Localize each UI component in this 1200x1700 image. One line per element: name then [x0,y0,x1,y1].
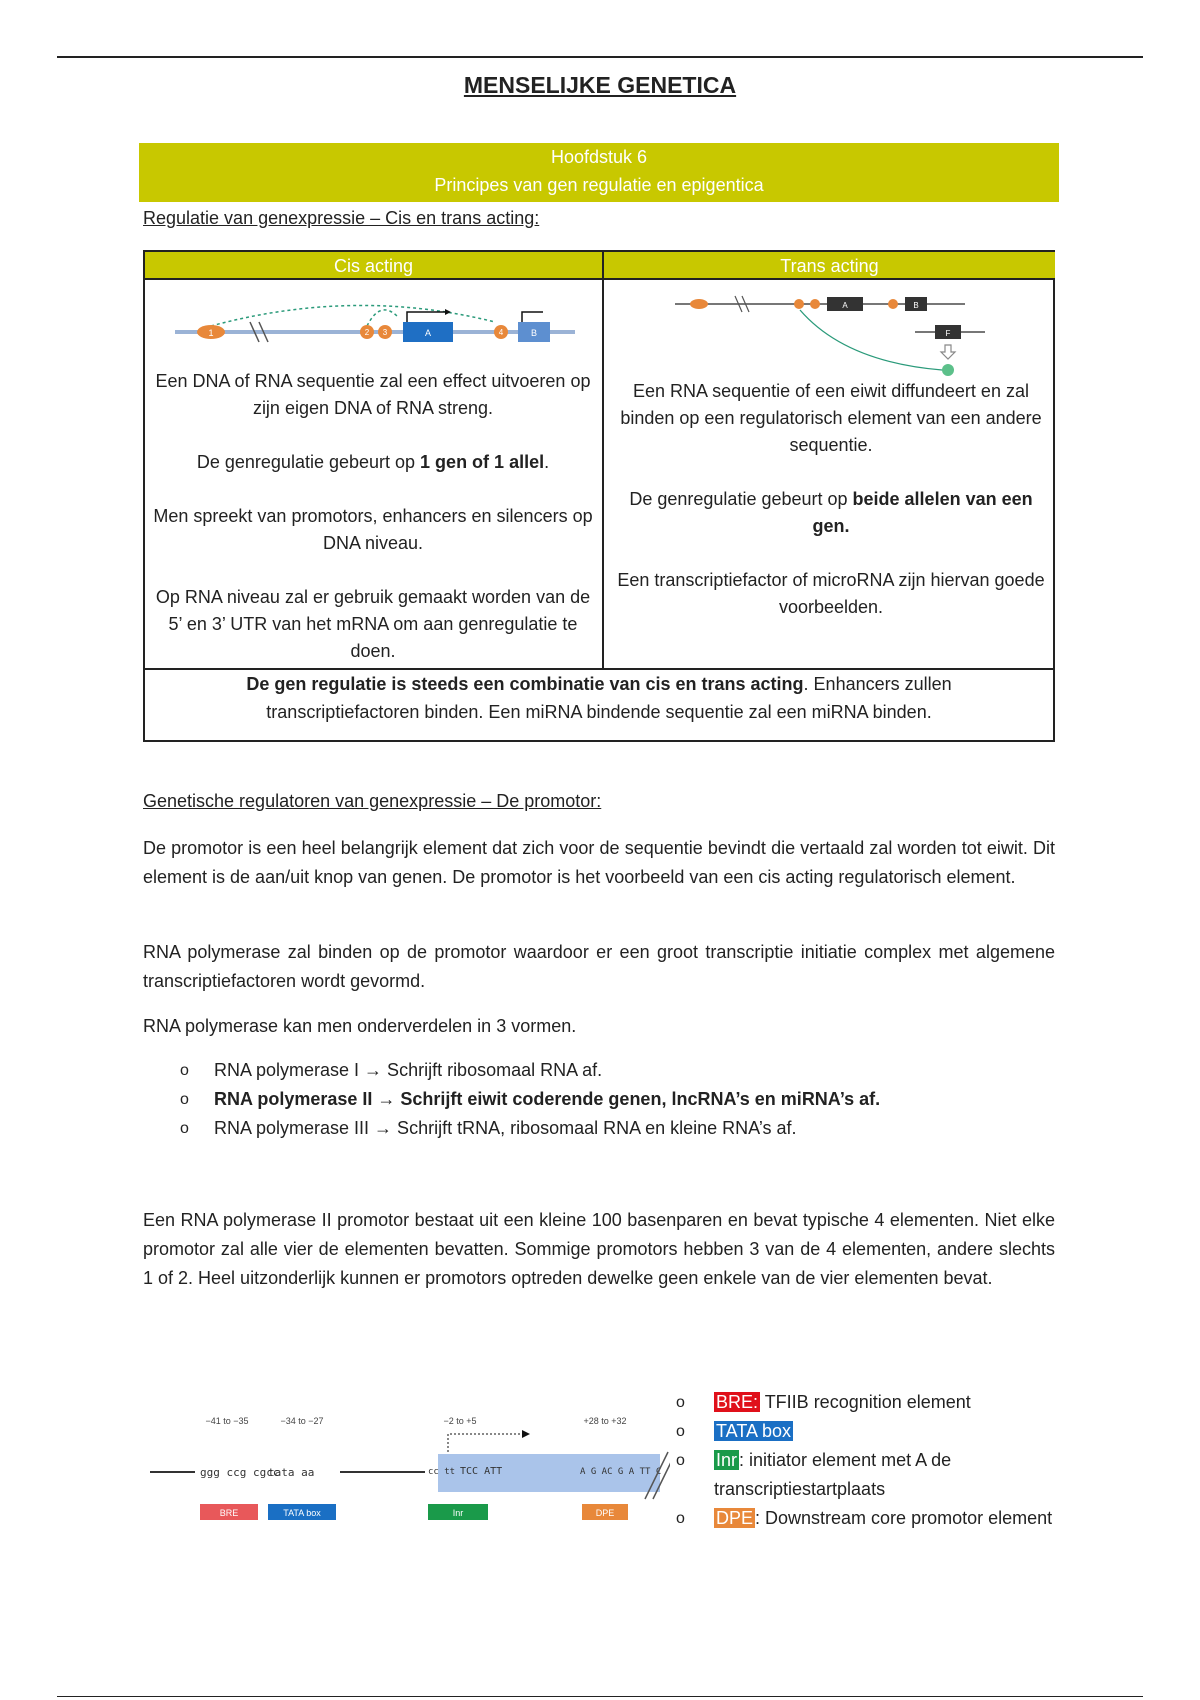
polymerase-list [180,1056,880,1143]
trans-header: Trans acting [604,252,1055,280]
legend-item-tata: o TATA box [676,1421,792,1441]
svg-text:A G AC G A TT C: A G AC G A TT C [580,1467,662,1477]
trans-paragraph-1: Een RNA sequentie of een eiwit diffundeert en zal binden op een regulatorisch element van een andere sequentie. [620,381,1042,455]
position-label: −41 to −35 [205,1416,249,1426]
trans-text [611,378,1051,621]
trans-factor [942,364,954,376]
svg-text:Inr: Inr [452,1508,464,1518]
cis-label-4: 4 [498,328,504,337]
trans-acting-diagram [665,282,995,382]
table-divider-vertical [602,252,604,668]
svg-text:B: B [913,301,919,310]
bottom-rule [57,1696,1143,1697]
cis-label-3: 3 [382,328,388,337]
svg-text:F: F [945,329,951,338]
cis-label-a: A [424,328,432,338]
table-footer: De gen regulatie is steeds een combinatie van cis en trans acting. Enhancers zullen transcriptiefactoren binden. Een miRNA bindende sequentie zal een miRNA binden. [246,674,952,722]
svg-text:cc tt: cc tt [428,1467,456,1477]
svg-text:TATA box: TATA box [283,1508,321,1518]
position-label: −34 to −27 [280,1416,324,1426]
cis-text [153,368,593,665]
cis-label-2: 2 [364,328,370,337]
trans-paragraph-2: De genregulatie gebeurt op beide allelen van een gen. [629,489,1033,536]
section-heading-promotor: Genetische regulatoren van genexpressie – De promotor: [143,791,602,811]
legend-item-dpe: o DPE : Downstream core promotor element [676,1508,1053,1528]
svg-text:A: A [842,301,848,310]
cis-paragraph-4: Op RNA niveau zal er gebruik gemaakt worden van de 5’ en 3’ UTR van het mRNA om aan genregulatie te doen. [155,587,591,661]
legend-item-inr: o Inr : initiator element met A de transcriptiestartplaats [676,1450,952,1499]
section-heading-cis-trans: Regulatie van genexpressie – Cis en trans acting: [143,208,540,228]
list-item: o RNA polymerase I → Schrijft ribosomaal RNA af. [180,1060,603,1080]
top-rule [57,56,1143,58]
core-promoter-figure [150,1404,670,1524]
cis-header: Cis acting [145,252,602,280]
svg-text:BRE: BRE [219,1508,239,1518]
trans-element-1 [690,299,708,309]
paragraph-promotor-elements: Een RNA polymerase II promotor bestaat uit een kleine 100 basenparen en bevat typische 4 elementen. Niet elke promotor zal alle vier de elementen bevatten. Sommige promotors hebben 3 van de 4 elementen, andere slechts 1 of 2. Heel uitzonderlijk kunnen er promotors optreden dewelke geen enkele van de vier elementen bevat. [143,1210,1055,1288]
trans-paragraph-3: Een transcriptiefactor of microRNA zijn hiervan goede voorbeelden. [617,570,1045,617]
svg-text:TCC ATT: TCC ATT [460,1466,503,1477]
chapter-number: Hoofdstuk 6 [550,147,648,167]
cis-paragraph-3: Men spreekt van promotors, enhancers en silencers op DNA niveau. [153,506,593,553]
chapter-title: Principes van gen regulatie en epigentica [434,175,764,195]
promoter-legend [676,1388,1076,1533]
svg-text:ggg ccg cgcc: ggg ccg cgcc [200,1466,280,1479]
list-item: o RNA polymerase II → Schrijft eiwit coderende genen, lncRNA’s en miRNA’s af. [180,1089,881,1109]
list-item: o RNA polymerase III → Schrijft tRNA, ribosomaal RNA en kleine RNA’s af. [180,1118,797,1138]
paragraph-polymerase-forms: RNA polymerase kan men onderverdelen in 3 vormen. [143,1016,577,1036]
cis-paragraph-1: Een DNA of RNA sequentie zal een effect uitvoeren op zijn eigen DNA of RNA streng. [155,371,591,418]
chapter-banner [139,143,1059,202]
cis-paragraph-2: De genregulatie gebeurt op 1 gen of 1 allel. [196,452,550,472]
page-title: MENSELIJKE GENETICA [463,72,737,98]
paragraph-promotor-intro: De promotor is een heel belangrijk element dat zich voor de sequentie bevindt die vertaald zal worden tot eiwit. Dit element is de aan/uit knop van genen. De promotor is het voorbeeld van een cis acting regulatorisch element. [143,838,1055,887]
cis-trans-table [143,250,1055,742]
paragraph-rna-polymerase: RNA polymerase zal binden op de promotor waardoor er een groot transcriptie initiatie complex met algemene transcriptiefactoren wordt gevormd. [143,942,1055,991]
legend-item-bre: o BRE: TFIIB recognition element [676,1392,971,1412]
svg-text:DPE: DPE [595,1508,615,1518]
position-label: −2 to +5 [443,1416,477,1426]
cis-label-1: 1 [208,328,214,338]
position-label: +28 to +32 [583,1416,627,1426]
cis-label-b: B [530,328,538,338]
svg-text:tata aa: tata aa [268,1466,315,1479]
cis-acting-diagram [175,282,575,352]
